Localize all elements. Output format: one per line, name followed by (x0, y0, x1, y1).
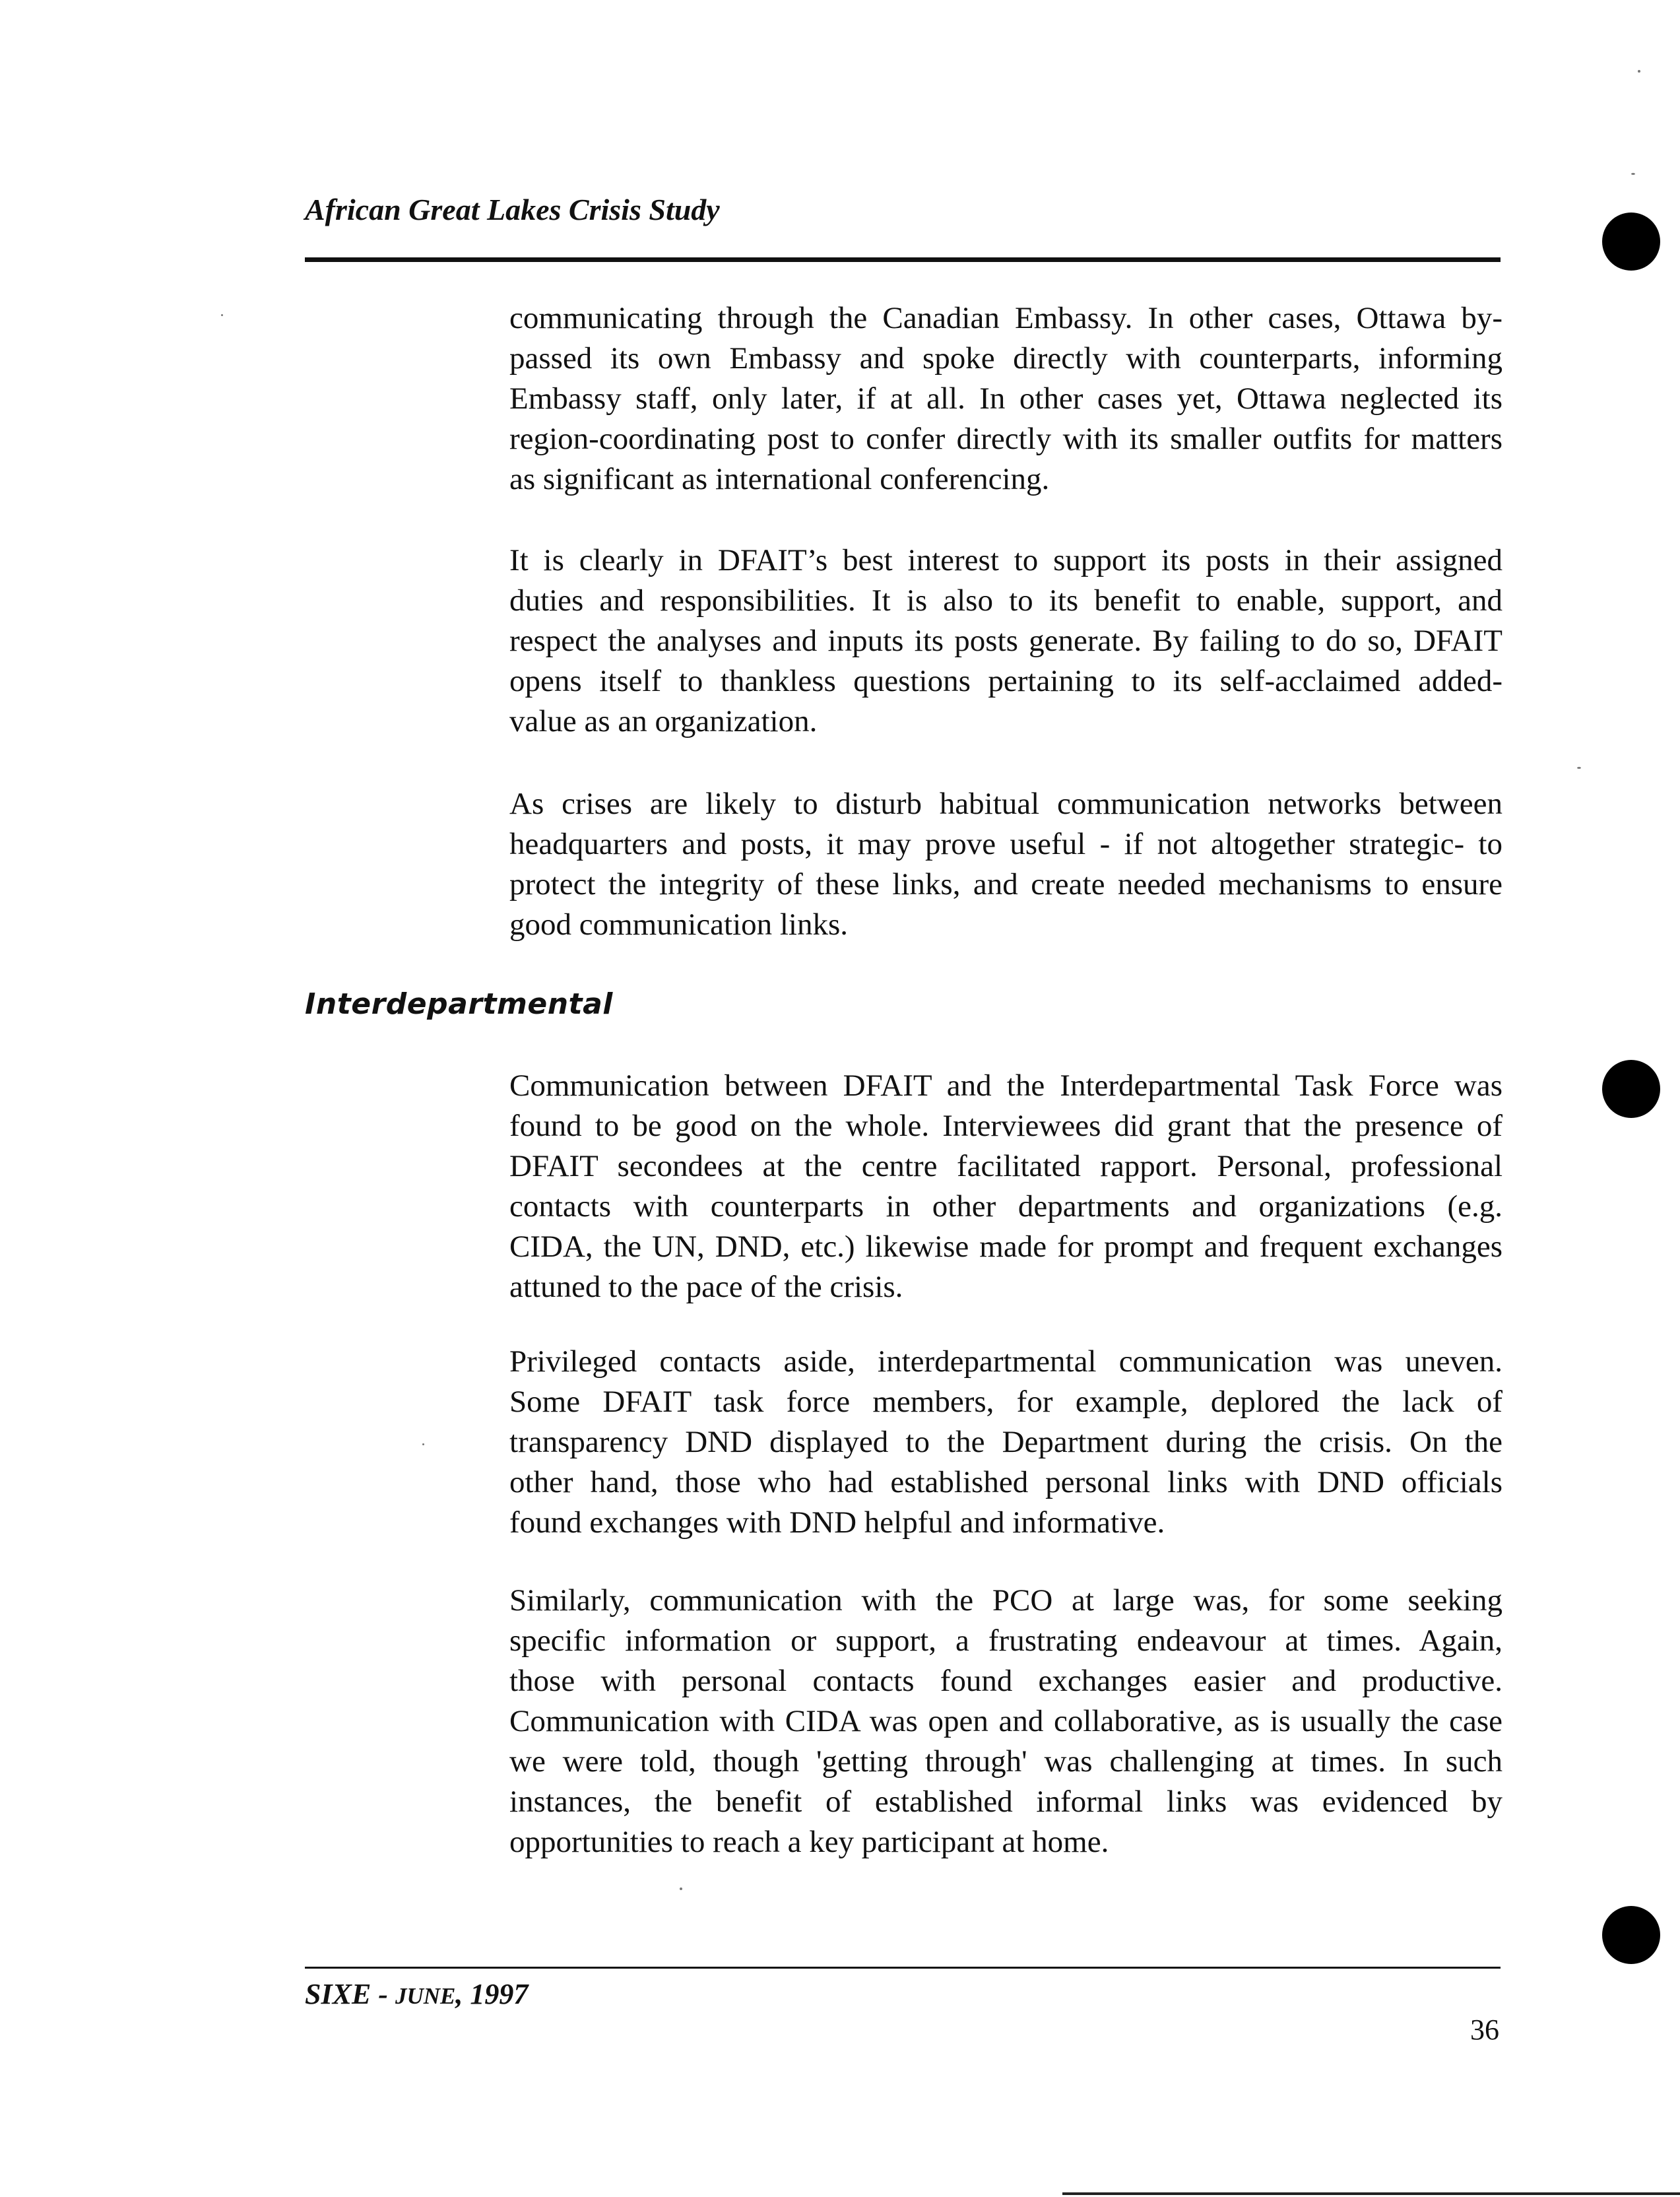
scan-speck (1631, 173, 1635, 175)
text-line: found to be good on the whole. Interviewees did grant that the presence of (509, 1109, 1502, 1143)
text-line: found exchanges with DND helpful and informative. (509, 1505, 1165, 1540)
text-line: attuned to the pace of the crisis. (509, 1270, 903, 1304)
text-line: respect the analyses and inputs its posts generate. By failing to do so, DFAIT (509, 624, 1502, 658)
footer-rule (305, 1967, 1501, 1969)
footer-date (305, 1977, 528, 2011)
text-line: It is clearly in DFAIT’s best interest to support its posts in their assigned (509, 543, 1502, 577)
text-line: DFAIT secondees at the centre facilitated rapport. Personal, professional (509, 1149, 1502, 1183)
paragraph-5 (509, 1342, 1502, 1543)
footer-org: SIXE - (305, 1978, 395, 2010)
text-line: region-coordinating post to confer directly with its smaller outfits for matters (509, 422, 1502, 456)
text-line: headquarters and posts, it may prove useful - if not altogether strategic- to (509, 827, 1502, 861)
text-line: Communication between DFAIT and the Interdepartmental Task Force was (509, 1068, 1502, 1103)
scan-speck (422, 1443, 424, 1445)
scan-speck (1638, 70, 1640, 73)
punch-hole-bottom (1602, 1906, 1660, 1964)
scan-speck (1577, 767, 1581, 769)
text-line: Some DFAIT task force members, for example, deplored the lack of (509, 1385, 1502, 1419)
header-rule (305, 257, 1501, 262)
text-line: opens itself to thankless questions pertaining to its self-acclaimed added- (509, 664, 1502, 698)
text-line: transparency DND displayed to the Department during the crisis. On the (509, 1425, 1502, 1459)
scan-edge (1062, 2192, 1680, 2195)
paragraph-4 (509, 1066, 1502, 1307)
paragraph-3 (509, 784, 1502, 945)
text-line: duties and responsibilities. It is also to its benefit to enable, support, and (509, 583, 1502, 618)
text-line: specific information or support, a frustrating endeavour at times. Again, (509, 1623, 1502, 1658)
scan-speck (221, 314, 223, 316)
scan-speck (680, 1887, 682, 1890)
text-line: CIDA, the UN, DND, etc.) likewise made for prompt and frequent exchanges (509, 1230, 1502, 1264)
text-line: good communication links. (509, 907, 849, 942)
paragraph-6 (509, 1581, 1502, 1862)
text-line: those with personal contacts found exchanges easier and productive. (509, 1664, 1502, 1698)
paragraph-2 (509, 541, 1502, 742)
text-line: we were told, though 'getting through' was challenging at times. In such (509, 1744, 1502, 1779)
footer-year: , 1997 (455, 1978, 529, 2010)
punch-hole-middle (1602, 1060, 1660, 1118)
footer-month: JUNE (395, 1983, 456, 2009)
text-line: other hand, those who had established personal links with DND officials (509, 1465, 1502, 1499)
section-heading: Interdepartmental (305, 987, 613, 1021)
text-line: value as an organization. (509, 704, 818, 738)
text-line: passed its own Embassy and spoke directly with counterparts, informing (509, 341, 1502, 376)
punch-hole-top (1602, 213, 1660, 271)
text-line: instances, the benefit of established informal links was evidenced by (509, 1785, 1502, 1819)
text-line: As crises are likely to disturb habitual communication networks between (509, 787, 1502, 821)
text-line: Privileged contacts aside, interdepartmental communication was uneven. (509, 1344, 1502, 1379)
text-line: Communication with CIDA was open and collaborative, as is usually the case (509, 1704, 1502, 1738)
text-line: protect the integrity of these links, and create needed mechanisms to ensure (509, 867, 1502, 902)
running-header: African Great Lakes Crisis Study (305, 193, 720, 226)
text-line: contacts with counterparts in other departments and organizations (e.g. (509, 1189, 1502, 1224)
text-line: Embassy staff, only later, if at all. In other cases yet, Ottawa neglected its (509, 381, 1502, 416)
text-line: Similarly, communication with the PCO at large was, for some seeking (509, 1583, 1502, 1618)
page-number: 36 (1470, 2014, 1499, 2046)
paragraph-1 (509, 298, 1502, 500)
text-line: communicating through the Canadian Embassy. In other cases, Ottawa by- (509, 301, 1502, 335)
text-line: opportunities to reach a key participant at home. (509, 1825, 1109, 1859)
text-line: as significant as international conferencing. (509, 462, 1050, 496)
